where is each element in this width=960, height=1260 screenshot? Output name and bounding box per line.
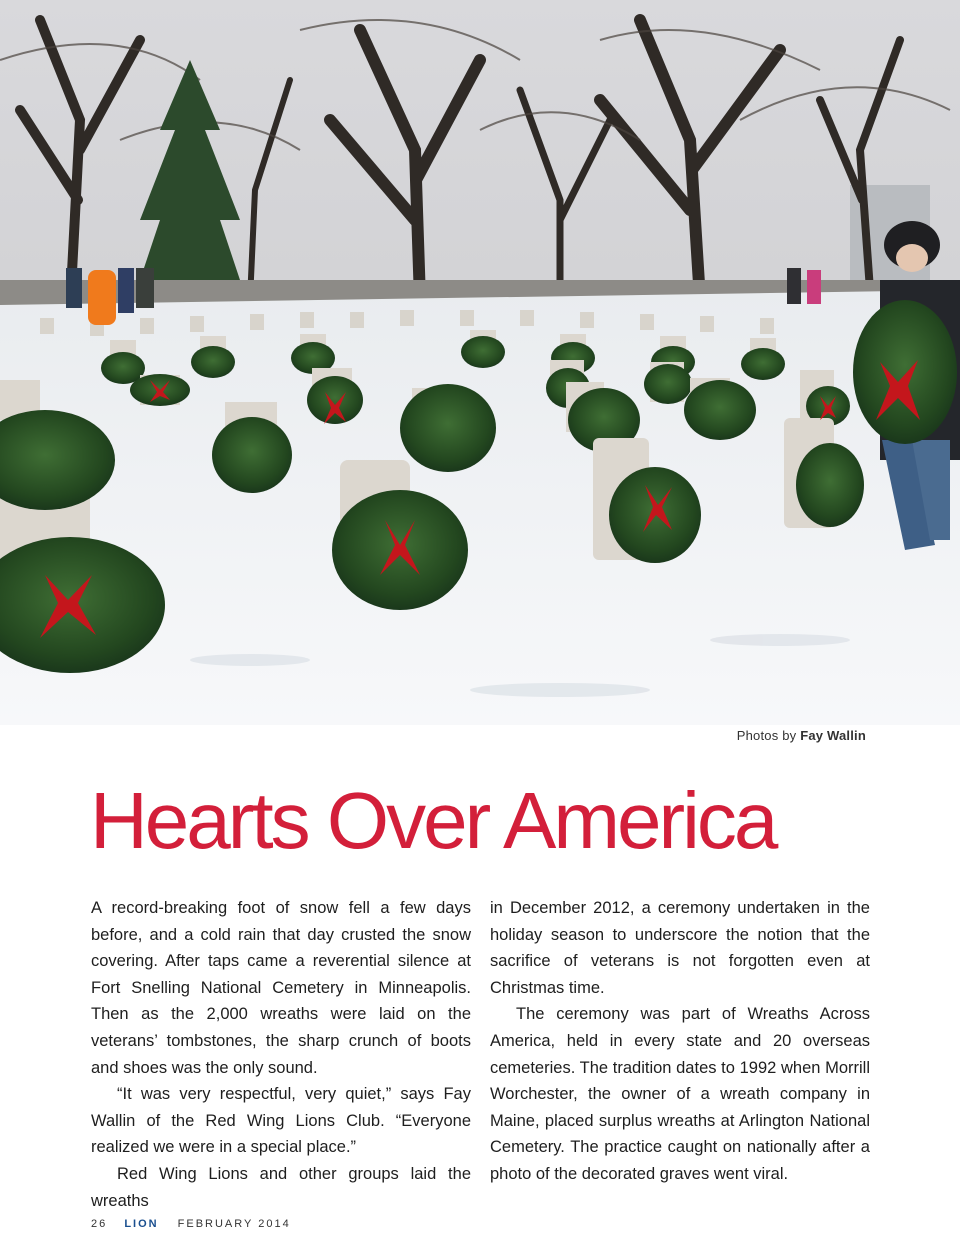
paragraph: Red Wing Lions and other groups laid the wreaths [91, 1164, 471, 1210]
page-number: 26 [91, 1218, 108, 1230]
credit-prefix: Photos by [736, 728, 797, 743]
article-column-2 [490, 895, 870, 1188]
issue-date: FEBRUARY 2014 [177, 1218, 291, 1230]
paragraph: “It was very respectful, very quiet,” says Fay Wallin of the Red Wing Lions Club. “Everyone realized we were in a special place.” [91, 1085, 471, 1157]
photo-credit [737, 728, 866, 743]
paragraph: The ceremony was part of Wreaths Across America, held in every state and 20 overseas cemeteries. The tradition dates to 1992 when Morrill Worchester, the owner of a wreath company in Maine, placed surplus wreaths at Arlington National Cemetery. The practice caught on nationally after a photo of the decorated graves went viral. [490, 1005, 870, 1183]
paragraph: in December 2012, a ceremony undertaken in the holiday season to underscore the notion that the sacrifice of veterans is not forgotten even at Christmas time. [490, 899, 870, 997]
article-column-1 [91, 895, 471, 1214]
paragraph: A record-breaking foot of snow fell a few days before, and a cold rain that day crusted the snow covering. After taps came a reverential silence at Fort Snelling National Cemetery in Minneapolis. Then as the 2,000 wreaths were laid on the veterans’ tombstones, the sharp crunch of boots and shoes was the only sound. [91, 899, 471, 1077]
page-footer [91, 1218, 291, 1230]
magazine-brand: LION [124, 1218, 159, 1230]
credit-name: Fay Wallin [800, 728, 866, 743]
article-title: Hearts Over America [90, 776, 776, 865]
